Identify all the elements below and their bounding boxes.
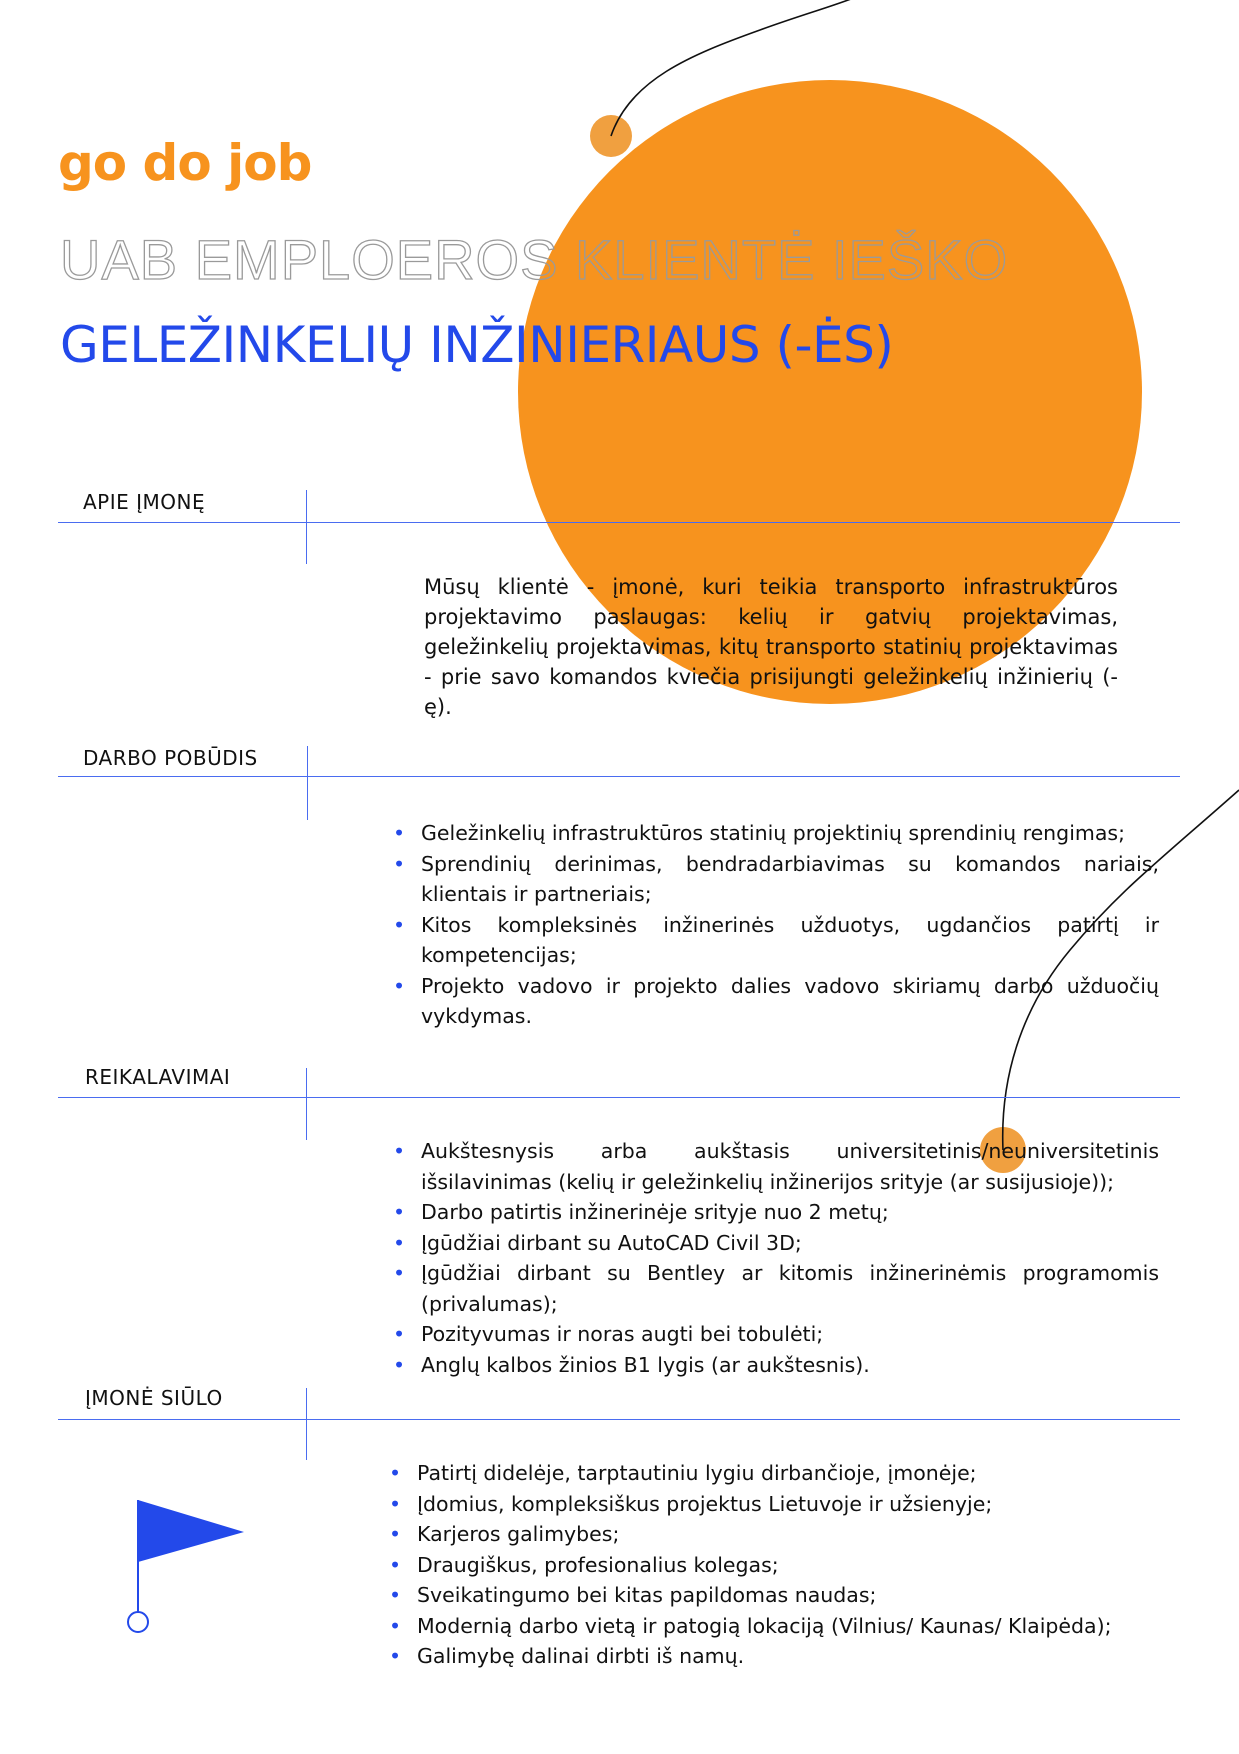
work-list <box>389 818 1159 1032</box>
list-item: • Karjeros galimybes; <box>385 1519 1145 1550</box>
offers-list <box>385 1458 1145 1672</box>
section-divider <box>58 776 1180 777</box>
list-item: • Sprendinių derinimas, bendradarbiavimas su komandos nariais, klientais ir partneriais; <box>389 849 1159 910</box>
section-divider <box>58 1097 1180 1098</box>
section-title-work: DARBO POBŪDIS <box>83 746 258 770</box>
list-item: • Pozityvumas ir noras augti bei tobulėti; <box>389 1319 1159 1350</box>
list-item: • Projekto vadovo ir projekto dalies vadovo skiriamų darbo užduočių vykdymas. <box>389 971 1159 1032</box>
section-title-about: APIE ĮMONĘ <box>83 490 206 514</box>
requirements-list <box>389 1136 1159 1380</box>
section-divider-vertical <box>307 746 308 820</box>
section-title-requirements: REIKALAVIMAI <box>85 1065 231 1089</box>
logo: go do job <box>58 134 312 192</box>
list-item: • Aukštesnysis arba aukštasis universitetinis/neuniversitetinis išsilavinimas (kelių ir geležinkelių inžinerijos srityje (ar susijusioje)); <box>389 1136 1159 1197</box>
outline-heading: UAB EMPLOEROS KLIENTĖ IEŠKO <box>60 228 1009 291</box>
flag-icon <box>128 1500 244 1632</box>
section-divider <box>58 1419 1180 1420</box>
list-item: • Įgūdžiai dirbant su AutoCAD Civil 3D; <box>389 1228 1159 1259</box>
list-item: • Kitos kompleksinės inžinerinės užduotys, ugdančios patirtį ir kompetencijas; <box>389 910 1159 971</box>
list-item: • Sveikatingumo bei kitas papildomas naudas; <box>385 1580 1145 1611</box>
list-item: • Patirtį didelėje, tarptautiniu lygiu dirbančioje, įmonėje; <box>385 1458 1145 1489</box>
page-title: GELEŽINKELIŲ INŽINIERIAUS (-ĖS) <box>60 316 894 374</box>
list-item: • Modernią darbo vietą ir patogią lokaciją (Vilnius/ Kaunas/ Klaipėda); <box>385 1611 1145 1642</box>
section-title-offers: ĮMONĖ SIŪLO <box>85 1386 223 1410</box>
section-divider-vertical <box>306 490 307 564</box>
list-item: • Geležinkelių infrastruktūros statinių projektinių sprendinių rengimas; <box>389 818 1159 849</box>
about-text: Mūsų klientė - įmonė, kuri teikia transporto infrastruktūros projektavimo paslaugas: kelių ir gatvių projektavimas, geležinkelių projektavimas, kitų transporto statinių projektavimas - prie savo komandos kviečia prisijungti geležinkelių inžinierių (-ę). <box>424 575 1118 719</box>
list-item: • Darbo patirtis inžinerinėje srityje nuo 2 metų; <box>389 1197 1159 1228</box>
list-item: • Anglų kalbos žinios B1 lygis (ar aukštesnis). <box>389 1350 1159 1381</box>
section-divider <box>58 522 1180 523</box>
list-item: • Įdomius, kompleksiškus projektus Lietuvoje ir užsienyje; <box>385 1489 1145 1520</box>
section-divider-vertical <box>306 1068 307 1140</box>
list-item: • Įgūdžiai dirbant su Bentley ar kitomis inžinerinėmis programomis (privalumas); <box>389 1258 1159 1319</box>
section-divider-vertical <box>306 1388 307 1460</box>
list-item: • Galimybę dalinai dirbti iš namų. <box>385 1641 1145 1672</box>
list-item: • Draugiškus, profesionalius kolegas; <box>385 1550 1145 1581</box>
